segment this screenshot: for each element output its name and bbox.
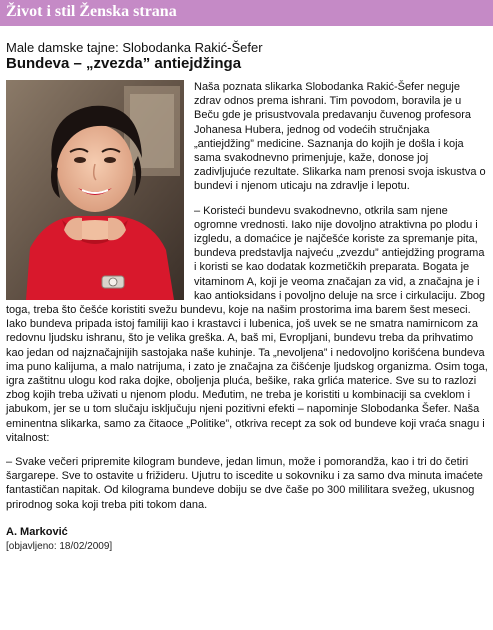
article-paragraph: – Koristeći bundevu svakodnevno, otkrila sam njene ogromne vrednosti. Iako nije dovoljno atraktivna po plodu i izgledu, a domaćice je najčešće koriste za spremanje pita, bundeva predstavlja najveću „zvezdu” antiejdžing programa i koristi se kao dodatak kozmetičkih preparata. Bogata je vitaminom A, koji je veoma značajan za vid, a značajna je i kao antioksidans i povoljno deluje na srce i cirkulaciju. Zbog toga, treba što češće koristiti svežu bundevu, koje na našim prostorima ima barem šest meseci. Iako bundeva pripada istoj familiji kao i krastavci i lubenica, još uvek se ne smatra namirnicom za redovnu ljudsku ishranu, što je velika greška. A, baš mi, Evropljani, bundevu treba da prihvatimo kao jedan od najznačajnijih sastojaka naše kuhinje. Ta „nevoljena” i nedovoljno korišćena bundeva ima puno kalijuma, a malo natrijuma, i zato je značajna za čišćenje ljudskog organizma. Osim toga, igra zaštitnu ulogu kod raka dojke, oboljenja pluća, bešike, raka grlića materice. Sve su to razlozi zbog kojih treba uživati u njenom plodu. Međutim, ne treba je koristiti u kombinaciji sa cveklom i jabukom, jer se u tom slučaju isključuju njeni pozitivni efekti – napominje Slobodanka Šefer. Naša eminentna slikarka, samo za čitaoce „Politike”, otkriva recept za sok od bundeve koji vraća snagu i vitalnost: xyxy=(6,204,488,444)
article xyxy=(6,40,488,553)
article-paragraph: Naša poznata slikarka Slobodanka Rakić-Šefer neguje zdrav odnos prema ishrani. Tim povodom, boravila je u Beču gde je prisustvovala predavanju čuvenog profesora Johanesa Hubera, jednog od vodećih stručnjaka „antiejdžing” medicine. Saznanja do kojih je došla i koja sama svakodnevno primenjuje, kaže, donose joj zadivljujuće rezultate. Slikarka nam prenosi svoja iskustva o bundevi i njenom uticaju na zdravlje i lepotu. xyxy=(194,81,486,193)
article-photo xyxy=(6,80,184,300)
article-paragraph: – Svake večeri pripremite kilogram bundeve, jedan limun, može i pomorandža, kao i tri do četiri šargarepe. Sve to ostavite u frižideru. Ujutru to iscedite u sokovniku i za samo dva minuta imaćete fantastičan napitak. Od kilograma bundeve dobiju se dve čaše po 300 mililitara svežeg, ukusnog prirodnog soka koji treba piti tokom dana. xyxy=(6,456,483,511)
published-date: [objavljeno: 18/02/2009] xyxy=(6,540,113,552)
article-headline: Bundeva – „zvezda” antiejdžinga xyxy=(6,55,242,72)
section-title: Život i stil Ženska strana xyxy=(6,3,177,20)
article-author: A. Marković xyxy=(6,525,68,538)
article-kicker: Male damske tajne: Slobodanka Rakić-Šefer xyxy=(6,40,263,55)
section-header xyxy=(0,0,493,26)
